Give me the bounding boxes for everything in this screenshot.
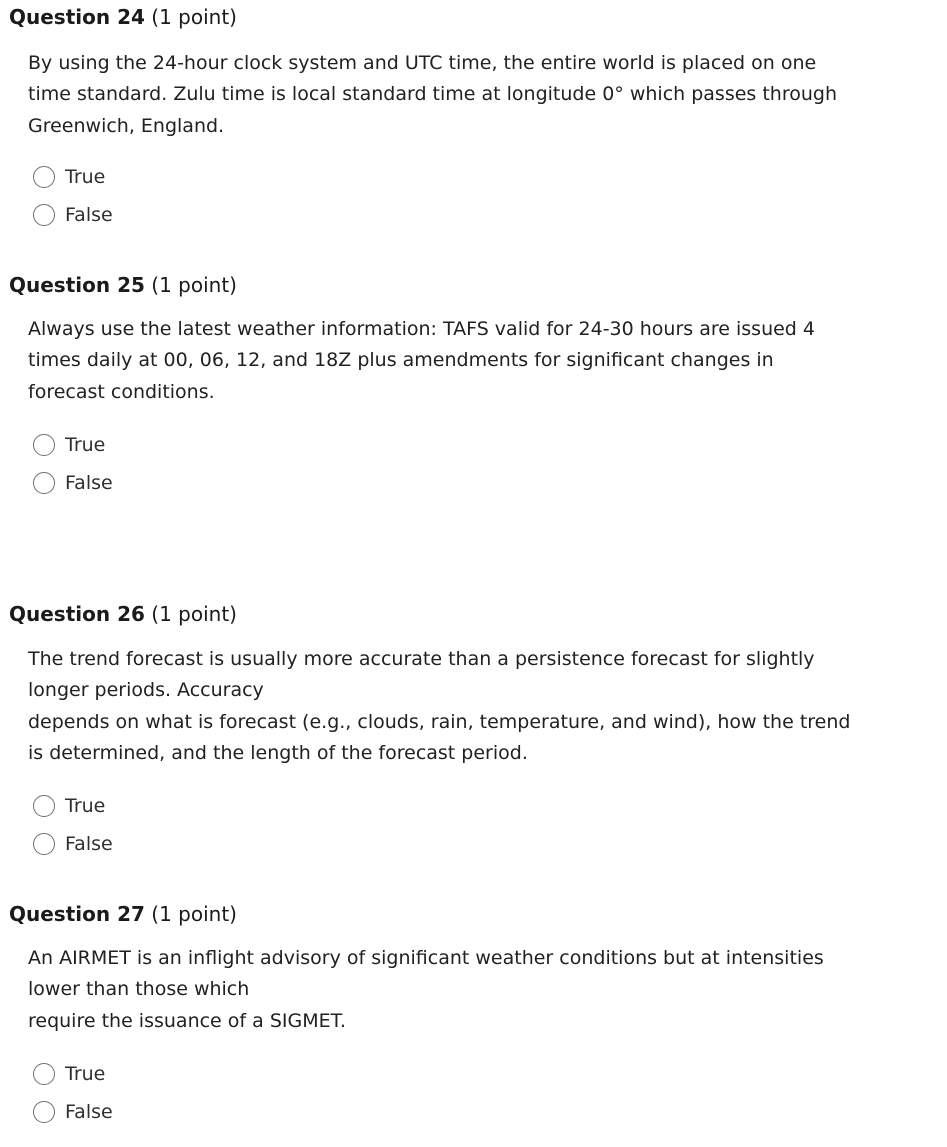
option-true[interactable] (33, 432, 105, 458)
option-label: True (65, 434, 106, 456)
radio-button[interactable] (33, 795, 55, 817)
radio-button[interactable] (33, 434, 55, 456)
question-text-line: times daily at 00, 06, 12, and 18Z plus amendments for significant changes in (28, 349, 774, 372)
option-label: False (65, 472, 113, 494)
question-text-line: The trend forecast is usually more accurate than a persistence forecast for slightly (28, 648, 815, 670)
question-points: (1 point) (151, 602, 237, 626)
question-text-line: is determined, and the length of the forecast period. (28, 741, 528, 764)
question-text-line: Greenwich, England. (28, 114, 225, 137)
question-text-line: Always use the latest weather information: TAFS valid for 24-30 hours are issued 4 (28, 318, 815, 340)
question-number: Question 27 (9, 902, 145, 926)
question-text-line: longer periods. Accuracy (28, 679, 264, 702)
radio-button[interactable] (33, 166, 55, 188)
question-text-line: lower than those which (28, 978, 250, 1001)
option-false[interactable] (33, 831, 113, 857)
option-false[interactable] (33, 202, 113, 228)
question-title (9, 273, 237, 297)
question-points: (1 point) (151, 902, 237, 926)
option-true[interactable] (33, 1061, 105, 1087)
question-points: (1 point) (151, 273, 237, 297)
question-title (9, 602, 237, 626)
question-text-line: An AIRMET is an inflight advisory of significant weather conditions but at intensities (28, 947, 824, 969)
radio-button[interactable] (33, 833, 55, 855)
question-text-line: forecast conditions. (28, 380, 215, 403)
radio-button[interactable] (33, 1101, 55, 1123)
question-title (9, 5, 237, 29)
radio-button[interactable] (33, 204, 55, 226)
question-text-line: time standard. Zulu time is local standard time at longitude 0° which passes through (28, 83, 838, 106)
question-text-line: depends on what is forecast (e.g., clouds, rain, temperature, and wind), how the trend (28, 710, 851, 733)
question-points: (1 point) (151, 5, 237, 29)
question-text (28, 314, 868, 408)
option-true[interactable] (33, 164, 105, 190)
radio-button[interactable] (33, 472, 55, 494)
question-text-line: require the issuance of a SIGMET. (28, 1009, 346, 1032)
question-text (28, 644, 868, 769)
question-text-line: By using the 24-hour clock system and UTC time, the entire world is placed on one (28, 52, 817, 74)
option-label: True (65, 795, 106, 817)
question-number: Question 24 (9, 5, 145, 29)
option-false[interactable] (33, 470, 113, 496)
question-number: Question 25 (9, 273, 145, 297)
option-label: True (65, 1063, 106, 1085)
option-label: False (65, 204, 113, 226)
question-title (9, 902, 237, 926)
option-true[interactable] (33, 793, 105, 819)
option-label: False (65, 1101, 113, 1123)
option-label: False (65, 833, 113, 855)
option-false[interactable] (33, 1099, 113, 1125)
radio-button[interactable] (33, 1063, 55, 1085)
question-text (28, 943, 868, 1037)
question-text (28, 48, 868, 142)
option-label: True (65, 166, 106, 188)
question-number: Question 26 (9, 602, 145, 626)
